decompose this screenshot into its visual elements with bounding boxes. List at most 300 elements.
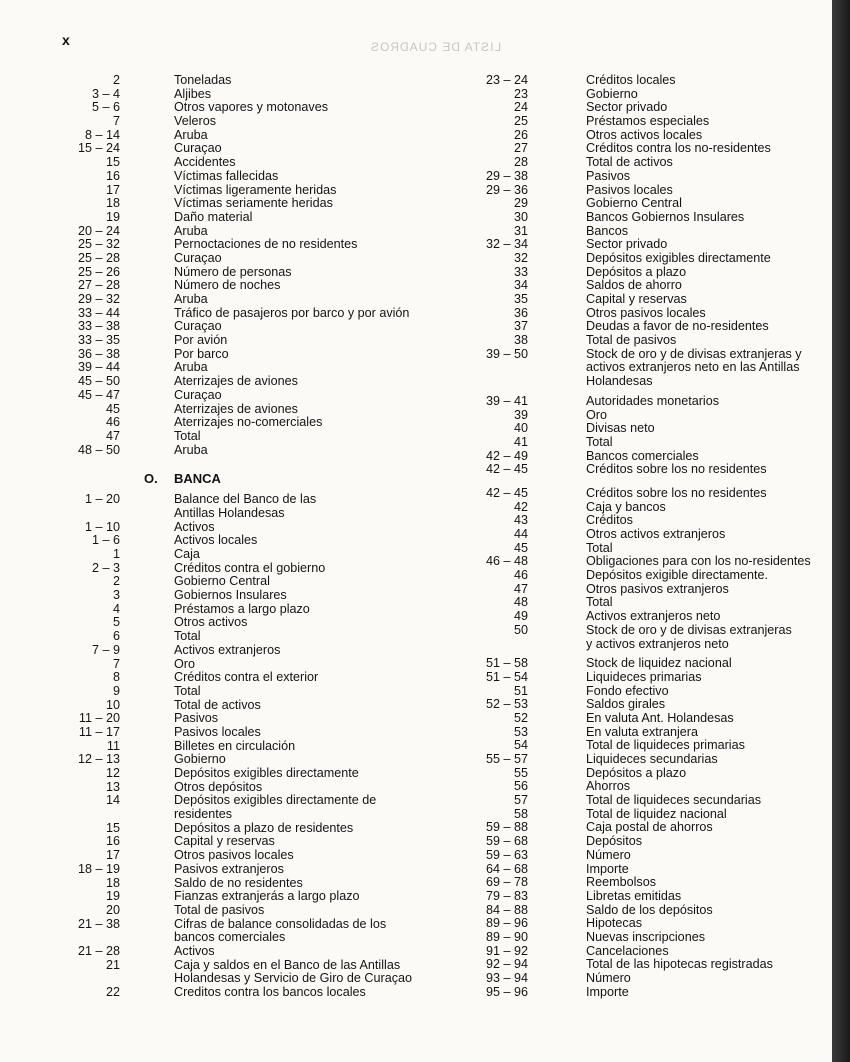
table-range: 58	[513, 806, 528, 821]
table-range: 1	[112, 547, 120, 561]
left-rows-a	[60, 74, 440, 457]
table-range: 1 – 6	[91, 533, 120, 548]
index-row	[60, 521, 440, 535]
index-row	[60, 334, 440, 348]
index-row	[60, 320, 440, 334]
table-label: y activos extranjeros neto	[586, 636, 729, 651]
table-range: 95 – 96	[485, 984, 528, 999]
index-row	[60, 534, 440, 548]
index-row	[60, 835, 440, 849]
table-range: 11 – 20	[78, 711, 120, 726]
index-row	[60, 753, 440, 767]
table-label: Caja y saldos en el Banco de las Antillas	[174, 957, 401, 972]
index-row	[468, 348, 828, 362]
table-range: 48 – 50	[77, 442, 120, 457]
table-range: 8	[112, 670, 120, 685]
table-range: 45 – 50	[77, 374, 120, 389]
table-label: Tráfico de pasajeros por barco y por avión	[174, 305, 410, 320]
index-row	[468, 596, 828, 610]
index-row	[468, 293, 828, 307]
index-row	[60, 403, 440, 417]
table-label: Créditos	[586, 513, 633, 528]
table-label: En valuta Ant. Holandesas	[586, 710, 734, 725]
table-range: 50	[513, 622, 528, 637]
table-label: Obligaciones para con los no-residentes	[586, 554, 811, 569]
table-range: 7	[112, 114, 120, 129]
index-row	[60, 129, 440, 143]
index-row	[60, 389, 440, 403]
index-row	[60, 959, 440, 973]
table-range: 37	[513, 319, 528, 334]
table-range: 19	[105, 209, 120, 224]
index-row	[468, 528, 828, 542]
table-range: 20 – 24	[77, 223, 120, 238]
table-range: 10	[105, 697, 120, 712]
table-range: 52	[513, 710, 528, 725]
index-row	[468, 624, 828, 638]
table-label: Deudas a favor de no-residentes	[586, 319, 769, 334]
table-label: En valuta extranjera	[586, 724, 699, 739]
index-row	[468, 197, 828, 211]
index-row	[468, 767, 828, 781]
index-row	[468, 945, 828, 959]
table-range: 25 – 26	[77, 264, 120, 279]
table-label: Cifras de balance consolidadas de los	[174, 916, 387, 931]
table-label: Otros activos locales	[586, 127, 703, 142]
table-label: Pasivos	[586, 168, 631, 183]
index-row	[468, 422, 828, 436]
table-label: Depósitos exigible directamente.	[586, 568, 769, 583]
index-row	[468, 726, 828, 740]
index-row	[468, 409, 828, 423]
index-row	[60, 416, 440, 430]
table-range: 41	[513, 434, 528, 449]
table-range: 79 – 83	[485, 888, 528, 903]
index-row	[60, 931, 440, 945]
index-row	[60, 348, 440, 362]
table-label: Total	[174, 629, 201, 644]
table-range: 9	[112, 683, 120, 698]
table-label: Importe	[586, 861, 629, 876]
table-label: Total	[174, 428, 201, 443]
table-range: 1 – 10	[84, 519, 120, 534]
index-row	[60, 293, 440, 307]
section-heading	[60, 467, 440, 487]
table-label: Cancelaciones	[586, 943, 669, 958]
table-label: Liquideces secundarias	[586, 752, 718, 766]
table-range: 3	[112, 588, 120, 603]
table-label: Créditos contra el gobierno	[174, 560, 326, 575]
table-range: 27 – 28	[77, 278, 120, 293]
table-range: 49	[513, 609, 528, 624]
right-rows-d	[468, 657, 828, 999]
table-range: 12	[105, 766, 120, 780]
table-label: Aruba	[174, 223, 208, 238]
index-row	[468, 487, 828, 501]
table-label: Pasivos locales	[586, 182, 673, 197]
index-row	[60, 115, 440, 129]
index-row	[468, 685, 828, 699]
index-row	[468, 238, 828, 252]
index-row	[468, 463, 828, 477]
index-row	[468, 101, 828, 115]
table-label: Libretas emitidas	[586, 888, 682, 903]
table-label: Número de noches	[174, 278, 281, 293]
table-label: Bancos comerciales	[586, 448, 699, 463]
index-row	[468, 917, 828, 931]
index-row	[468, 876, 828, 890]
table-range: 47	[513, 581, 528, 596]
index-row	[468, 972, 828, 986]
table-label: Gobierno	[586, 86, 638, 101]
index-row	[468, 361, 828, 375]
table-range: 51 – 54	[485, 669, 528, 684]
index-row	[60, 156, 440, 170]
table-label: Pasivos	[174, 711, 219, 726]
table-label: Depósitos exigibles directamente de	[174, 793, 377, 808]
table-label: Gobierno	[174, 752, 226, 767]
table-range: 89 – 96	[485, 916, 528, 931]
table-label: Depósitos exigibles directamente	[174, 766, 359, 780]
index-row	[468, 780, 828, 794]
table-label: Créditos locales	[586, 73, 676, 87]
table-range: 84 – 88	[485, 902, 528, 917]
table-label: Depósitos exigibles directamente	[586, 250, 771, 265]
index-row	[468, 904, 828, 918]
right-rows-c	[468, 487, 828, 651]
table-range: 45 – 47	[77, 387, 120, 402]
index-row	[60, 375, 440, 389]
index-row	[60, 88, 440, 102]
table-label: Toneladas	[174, 73, 232, 87]
table-range: 38	[513, 333, 528, 348]
index-row	[60, 184, 440, 198]
table-label: Divisas neto	[586, 421, 655, 436]
table-range: 39 – 44	[77, 360, 120, 375]
index-row	[468, 334, 828, 348]
table-label: Activos locales	[174, 533, 258, 548]
index-row	[60, 712, 440, 726]
table-range: 6	[112, 629, 120, 644]
section-title: BANCA	[174, 471, 221, 487]
index-row	[60, 630, 440, 644]
table-range: 32 – 34	[485, 237, 528, 252]
table-range: 25 – 32	[77, 237, 120, 252]
index-row	[468, 252, 828, 266]
table-range: 91 – 92	[485, 943, 528, 958]
index-row	[60, 767, 440, 781]
table-label: bancos comerciales	[174, 930, 286, 945]
table-range: 18 – 19	[77, 861, 120, 876]
index-row	[468, 583, 828, 597]
table-label: Aruba	[174, 442, 208, 457]
table-range: 42 – 45	[485, 462, 528, 477]
table-label: Activos	[174, 943, 215, 958]
table-range: 33 – 35	[77, 333, 120, 348]
table-range: 11 – 17	[78, 724, 120, 739]
table-label: Otros pasivos locales	[586, 305, 706, 320]
table-range: 55 – 57	[485, 752, 528, 766]
index-row	[60, 430, 440, 444]
table-range: 4	[112, 601, 120, 616]
table-label: Total de pasivos	[586, 333, 677, 348]
table-label: Oro	[586, 407, 607, 422]
table-label: Créditos sobre los no residentes	[586, 485, 767, 500]
table-label: Bancos Gobiernos Insulares	[586, 209, 745, 224]
index-row	[60, 238, 440, 252]
table-label: Aljibes	[174, 86, 212, 101]
index-row	[60, 507, 440, 521]
index-row	[60, 211, 440, 225]
table-label: Caja	[174, 547, 200, 561]
index-row	[468, 753, 828, 767]
index-row	[468, 542, 828, 556]
index-row	[60, 548, 440, 562]
table-label: Por barco	[174, 346, 229, 361]
table-range: 35	[513, 292, 528, 306]
table-label: Creditos contra los bancos locales	[174, 985, 366, 999]
table-label: Número	[586, 971, 631, 985]
table-label: Gobiernos Insulares	[174, 588, 287, 603]
table-range: 16	[105, 834, 120, 849]
table-range: 45	[105, 401, 120, 416]
table-range: 43	[513, 513, 528, 528]
table-label: Aruba	[174, 360, 208, 375]
index-row	[468, 569, 828, 583]
table-range: 69 – 78	[485, 875, 528, 890]
table-label: residentes	[174, 807, 233, 822]
index-row	[60, 361, 440, 375]
index-row	[60, 808, 440, 822]
table-range: 2	[112, 73, 120, 87]
index-row	[468, 266, 828, 280]
table-label: Pernoctaciones de no residentes	[174, 237, 358, 252]
table-range: 33	[513, 264, 528, 279]
table-label: Préstamos a largo plazo	[174, 601, 310, 616]
table-label: Curaçao	[174, 250, 222, 265]
table-label: Hipotecas	[586, 916, 643, 931]
table-range: 27	[513, 141, 528, 156]
table-label: Curaçao	[174, 319, 222, 334]
index-row	[60, 279, 440, 293]
right-rows-b	[468, 395, 828, 477]
table-range: 13	[105, 779, 120, 794]
index-row	[60, 740, 440, 754]
table-range: 18	[105, 196, 120, 211]
index-row	[468, 671, 828, 685]
index-row	[60, 252, 440, 266]
table-range: 28	[513, 155, 528, 170]
index-row	[60, 658, 440, 672]
table-range: 12 – 13	[77, 752, 120, 767]
index-row	[60, 644, 440, 658]
index-row	[468, 931, 828, 945]
table-label: Aterrizajes de aviones	[174, 374, 298, 389]
left-rows-b	[60, 493, 440, 999]
index-row	[60, 575, 440, 589]
table-range: 52 – 53	[485, 697, 528, 712]
index-row	[60, 197, 440, 211]
table-label: Depósitos	[586, 834, 643, 849]
index-row	[468, 555, 828, 569]
index-row	[60, 726, 440, 740]
table-label: Víctimas ligeramente heridas	[174, 182, 337, 197]
table-range: 42	[513, 499, 528, 514]
index-row	[468, 638, 828, 652]
table-label: Saldo de los depósitos	[586, 902, 713, 917]
table-range: 59 – 68	[485, 834, 528, 849]
table-range: 55	[513, 765, 528, 780]
table-range: 93 – 94	[485, 971, 528, 985]
index-row	[468, 184, 828, 198]
table-label: Bancos	[586, 223, 629, 238]
table-range: 3 – 4	[91, 86, 120, 101]
table-range: 26	[513, 127, 528, 142]
table-range: 64 – 68	[485, 861, 528, 876]
index-row	[60, 603, 440, 617]
table-range: 14	[105, 793, 120, 808]
table-range: 51 – 58	[485, 656, 528, 671]
index-row	[468, 835, 828, 849]
table-label: Curaçao	[174, 141, 222, 156]
index-row	[60, 986, 440, 1000]
table-range: 34	[513, 278, 528, 293]
index-row	[60, 849, 440, 863]
table-label: Balance del Banco de las	[174, 492, 317, 507]
table-range: 29 – 38	[485, 168, 528, 183]
index-row	[468, 849, 828, 863]
table-range: 53	[513, 724, 528, 739]
index-row	[468, 958, 828, 972]
index-row	[60, 142, 440, 156]
index-row	[60, 671, 440, 685]
table-label: Oro	[174, 656, 195, 671]
table-range: 18	[105, 875, 120, 890]
table-label: Víctimas fallecidas	[174, 168, 279, 183]
section-letter: O.	[144, 471, 158, 487]
table-range: 29 – 36	[485, 182, 528, 197]
table-range: 2 – 3	[91, 560, 120, 575]
table-range: 2	[112, 574, 120, 589]
table-range: 23	[513, 86, 528, 101]
table-range: 42 – 45	[485, 485, 528, 500]
table-range: 42 – 49	[485, 448, 528, 463]
table-range: 59 – 63	[485, 847, 528, 862]
index-row	[468, 863, 828, 877]
index-row	[468, 74, 828, 88]
table-label: Daño material	[174, 209, 253, 224]
table-label: Pasivos extranjeros	[174, 861, 284, 876]
table-range: 39 – 41	[485, 393, 528, 408]
index-row	[468, 808, 828, 822]
table-label: Total de activos	[174, 697, 261, 712]
index-row	[468, 142, 828, 156]
table-label: Capital y reservas	[174, 834, 275, 849]
index-row	[60, 562, 440, 576]
index-row	[468, 211, 828, 225]
table-range: 5 – 6	[91, 100, 120, 115]
table-label: Veleros	[174, 114, 217, 129]
table-label: Fianzas extranjerás a largo plazo	[174, 889, 360, 904]
table-label: Sector privado	[586, 237, 668, 252]
table-label: Total	[586, 540, 613, 555]
table-label: Préstamos especiales	[586, 114, 710, 129]
index-row	[60, 307, 440, 321]
table-range: 22	[105, 985, 120, 999]
table-range: 57	[513, 793, 528, 808]
table-range: 5	[112, 615, 120, 630]
table-range: 33 – 44	[77, 305, 120, 320]
table-label: Aterrizajes no-comerciales	[174, 415, 323, 430]
table-range: 17	[105, 182, 120, 197]
table-range: 21	[105, 957, 120, 972]
index-row	[468, 225, 828, 239]
index-row	[60, 918, 440, 932]
table-label: Antillas Holandesas	[174, 505, 285, 520]
table-range: 39	[513, 407, 528, 422]
table-label: Depósitos a plazo de residentes	[174, 820, 354, 835]
table-label: Caja postal de ahorros	[586, 820, 713, 835]
table-label: Otros depósitos	[174, 779, 263, 794]
index-row	[60, 74, 440, 88]
table-range: 54	[513, 738, 528, 753]
table-label: Por avión	[174, 333, 228, 348]
table-label: Total de pasivos	[174, 902, 265, 917]
table-label: Capital y reservas	[586, 292, 687, 306]
table-range: 7	[112, 656, 120, 671]
table-range: 24	[513, 100, 528, 115]
page-number: x	[62, 32, 70, 48]
table-label: Fondo efectivo	[586, 683, 669, 698]
table-label: Sector privado	[586, 100, 668, 115]
index-row	[468, 890, 828, 904]
table-range: 48	[513, 595, 528, 610]
table-label: Gobierno Central	[174, 574, 270, 589]
index-row	[468, 501, 828, 515]
table-label: Total de liquidez nacional	[586, 806, 727, 821]
table-label: Reembolsos	[586, 875, 656, 890]
table-range: 92 – 94	[485, 957, 528, 972]
table-range: 23 – 24	[485, 73, 528, 87]
table-range: 39 – 50	[485, 346, 528, 361]
index-row	[60, 699, 440, 713]
table-label: Holandesas	[586, 374, 653, 389]
table-label: Activos extranjeros	[174, 642, 281, 657]
table-range: 1 – 20	[84, 492, 120, 507]
table-range: 56	[513, 779, 528, 794]
table-label: Accidentes	[174, 155, 236, 170]
index-row	[468, 794, 828, 808]
table-label: Víctimas seriamente heridas	[174, 196, 333, 211]
index-row	[60, 266, 440, 280]
table-range: 33 – 38	[77, 319, 120, 334]
table-range: 29	[513, 196, 528, 211]
table-range: 46 – 48	[485, 554, 528, 569]
index-row	[60, 877, 440, 891]
table-label: Importe	[586, 984, 629, 999]
index-row	[60, 794, 440, 808]
table-label: Otros activos	[174, 615, 248, 630]
table-range: 21 – 28	[77, 943, 120, 958]
table-label: Activos	[174, 519, 215, 534]
index-row	[468, 821, 828, 835]
table-range: 47	[105, 428, 120, 443]
index-row	[468, 698, 828, 712]
index-row	[468, 610, 828, 624]
table-label: Nuevas inscripciones	[586, 929, 705, 944]
table-label: Total de las hipotecas registradas	[586, 957, 773, 972]
table-range: 8 – 14	[84, 127, 120, 142]
